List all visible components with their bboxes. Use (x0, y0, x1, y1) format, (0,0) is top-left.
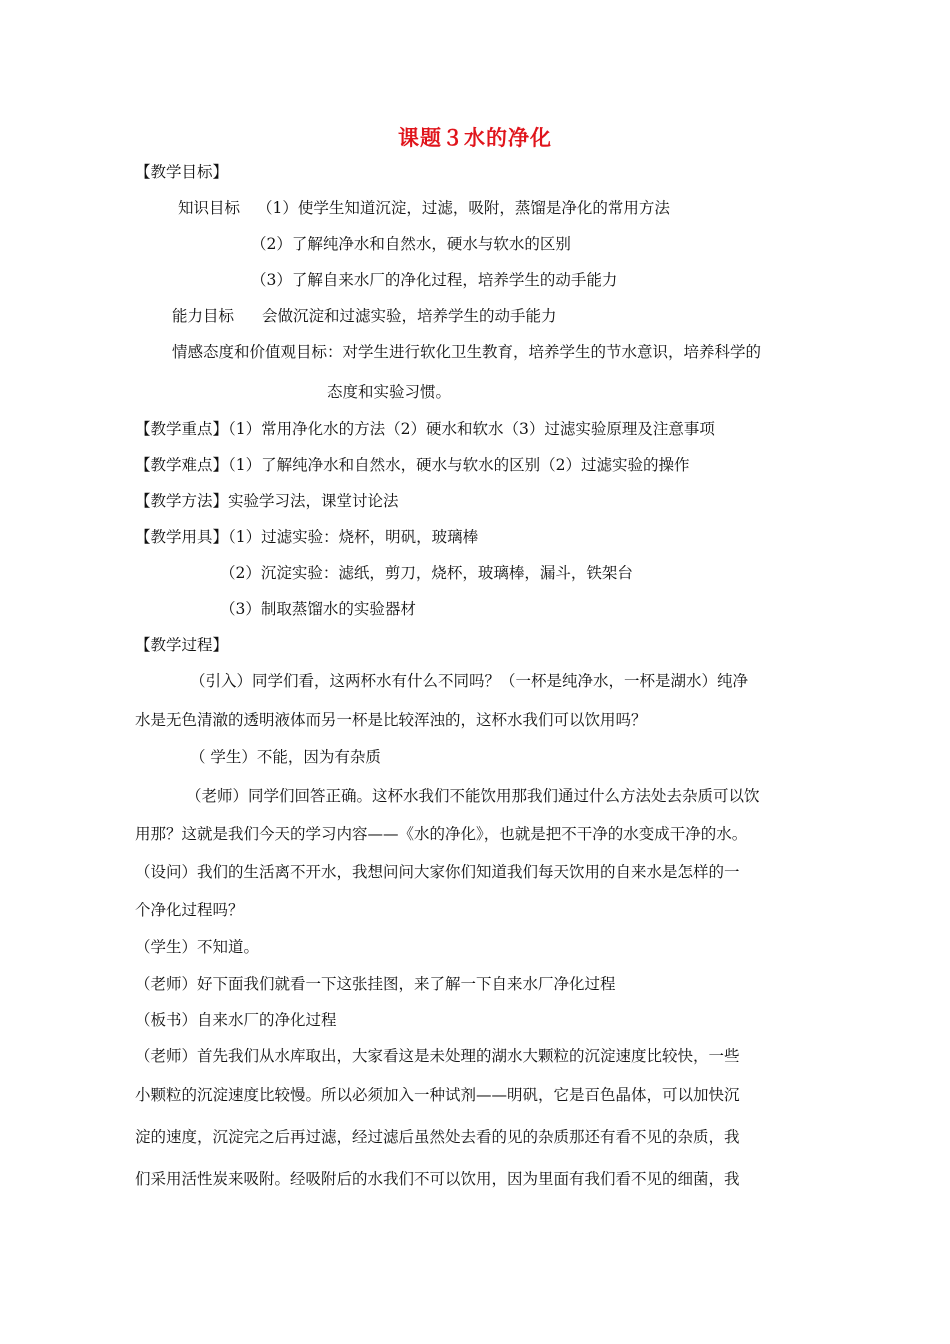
page-title: 课题３水的净化 (398, 126, 552, 150)
teaching-tools-line-1: 【教学用具】（1）过滤实验：烧杯，明矾，玻璃棒 (135, 528, 479, 546)
process-line: （引入）同学们看，这两杯水有什么不同吗？（一杯是纯净水，一杯是湖水）纯净 (190, 672, 749, 690)
process-line: 小颗粒的沉淀速度比较慢。所以必须加入一种试剂——明矾，它是百色晶体，可以加快沉 (135, 1086, 740, 1104)
process-line: 用那？这就是我们今天的学习内容——《水的净化》，也就是把不干净的水变成干净的水。 (135, 825, 748, 843)
process-line: （学生）不知道。 (135, 938, 260, 956)
process-line: 个净化过程吗？ (135, 901, 244, 919)
teaching-methods: 【教学方法】实验学习法，课堂讨论法 (135, 492, 399, 510)
process-line: 水是无色清澈的透明液体而另一杯是比较浑浊的，这杯水我们可以饮用吗？ (135, 711, 647, 729)
ability-objective-text: 会做沉淀和过滤实验，培养学生的动手能力 (262, 307, 557, 325)
emotion-objective-line-1: 情感态度和价值观目标：对学生进行软化卫生教育，培养学生的节水意识，培养科学的 (172, 343, 762, 361)
difficulties: 【教学难点】（1）了解纯净水和自然水，硬水与软水的区别（2）过滤实验的操作 (135, 456, 690, 474)
process-line: 们采用活性炭来吸附。经吸附后的水我们不可以饮用，因为里面有我们看不见的细菌，我 (135, 1170, 740, 1188)
process-line: （老师）同学们回答正确。这杯水我们不能饮用那我们通过什么方法处去杂质可以饮 (186, 787, 760, 805)
process-line: （设问）我们的生活离不开水，我想问问大家你们知道我们每天饮用的自来水是怎样的一 (135, 863, 740, 881)
process-line: （板书）自来水厂的净化过程 (135, 1011, 337, 1029)
process-line: 淀的速度，沉淀完之后再过滤，经过滤后虽然处去看的见的杂质那还有看不见的杂质，我 (135, 1128, 740, 1146)
knowledge-objective-3: （3）了解自来水厂的净化过程，培养学生的动手能力 (251, 271, 618, 289)
emotion-objective-line-2: 态度和实验习惯。 (327, 383, 452, 401)
teaching-tools-line-3: （3）制取蒸馏水的实验器材 (220, 600, 416, 618)
process-heading: 【教学过程】 (135, 636, 229, 654)
teaching-tools-line-2: （2）沉淀实验：滤纸，剪刀，烧杯，玻璃棒，漏斗，铁架台 (220, 564, 633, 582)
process-line: （ 学生）不能，因为有杂质 (190, 748, 381, 766)
process-line: （老师）首先我们从水库取出，大家看这是未处理的湖水大颗粒的沉淀速度比较快，一些 (135, 1047, 740, 1065)
knowledge-objective-2: （2）了解纯净水和自然水，硬水与软水的区别 (251, 235, 571, 253)
knowledge-objective-label: 知识目标 (178, 199, 241, 217)
process-line: （老师）好下面我们就看一下这张挂图，来了解一下自来水厂净化过程 (135, 975, 616, 993)
knowledge-objective-1: （1）使学生知道沉淀，过滤，吸附，蒸馏是净化的常用方法 (257, 199, 670, 217)
objectives-heading: 【教学目标】 (135, 163, 229, 181)
key-points: 【教学重点】（1）常用净化水的方法（2）硬水和软水（3）过滤实验原理及注意事项 (135, 420, 715, 438)
ability-objective-label: 能力目标 (172, 307, 235, 325)
